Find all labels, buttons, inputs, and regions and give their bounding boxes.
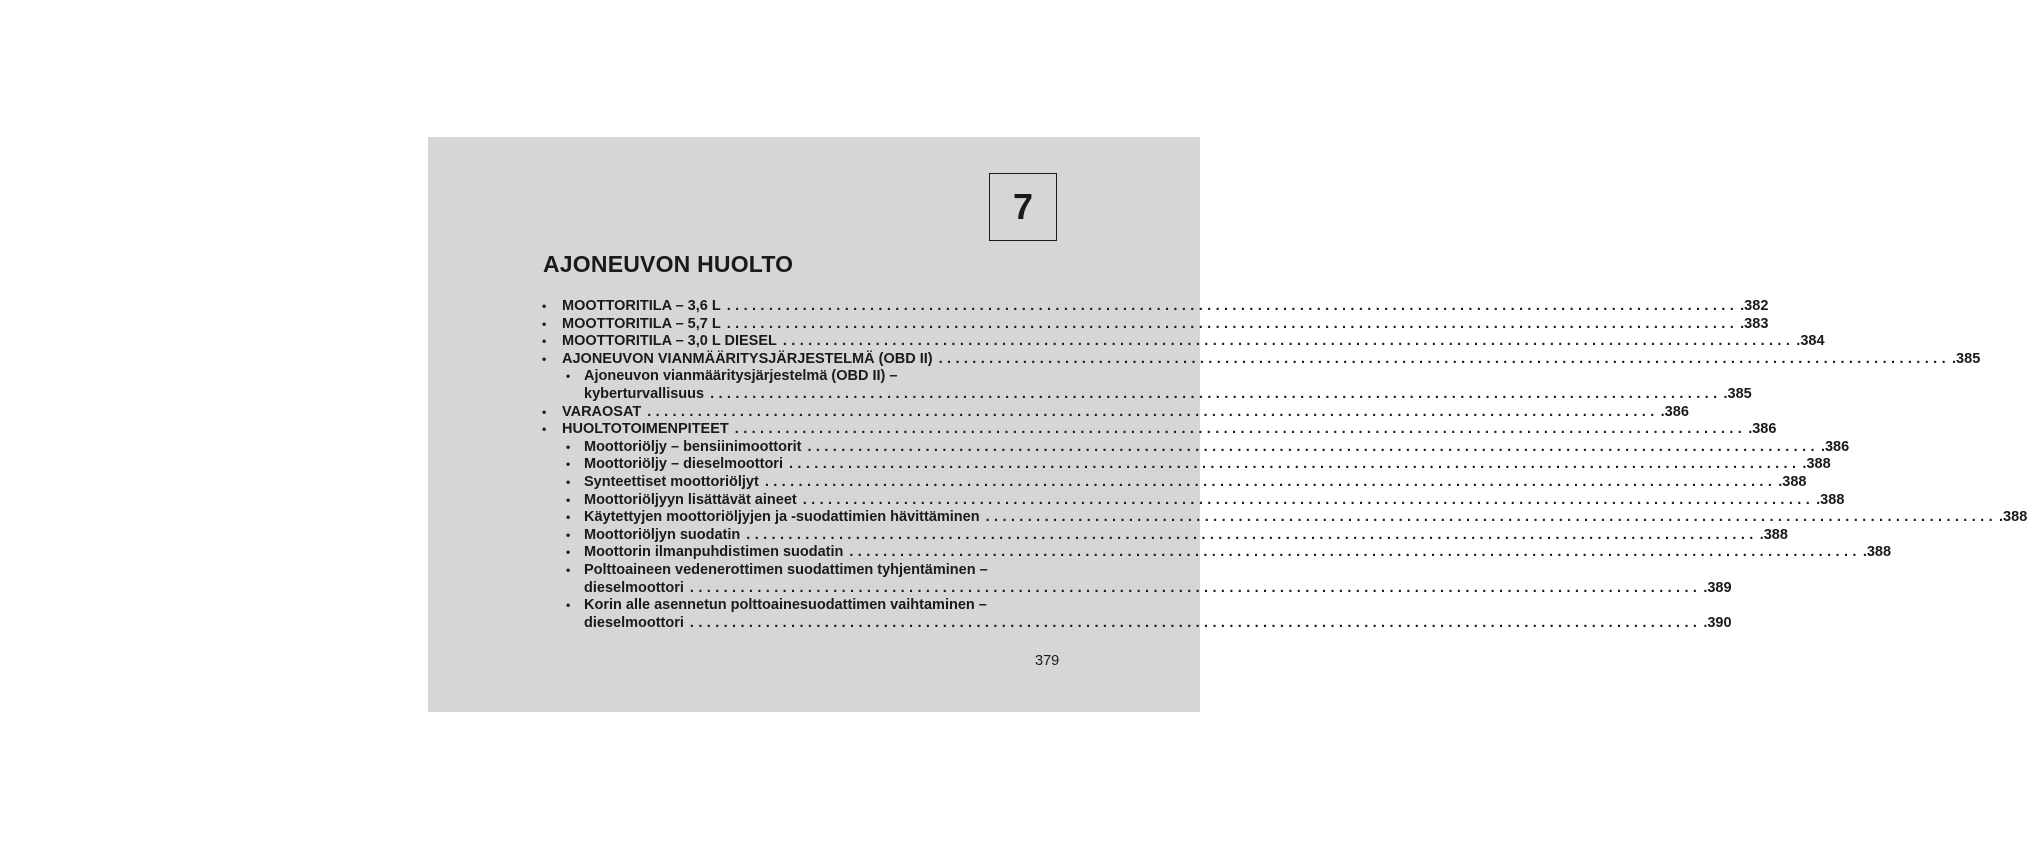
toc-entry-page: .384 bbox=[1796, 333, 1825, 350]
bullet-icon: • bbox=[566, 457, 571, 472]
chapter-title: AJONEUVON HUOLTO bbox=[543, 251, 794, 277]
toc-entry-page: .386 bbox=[1660, 403, 1689, 420]
toc-entry-page: .388 bbox=[1999, 509, 2027, 526]
toc-entry[interactable] bbox=[541, 526, 1788, 545]
toc-entry-text: dieselmoottori bbox=[584, 614, 684, 631]
toc-entry[interactable] bbox=[541, 509, 2027, 527]
toc-entry-text: Moottoriöljy – bensiinimoottorit bbox=[584, 438, 802, 455]
bullet-icon: • bbox=[566, 474, 571, 489]
toc-entry[interactable] bbox=[541, 421, 1777, 439]
toc-entry-continuation[interactable] bbox=[541, 385, 1752, 404]
bullet-icon: • bbox=[566, 492, 571, 507]
toc-entry-page: .388 bbox=[1802, 456, 1831, 473]
toc-entry-page: .388 bbox=[1862, 544, 1892, 561]
page-number: 379 bbox=[1035, 653, 1060, 669]
toc-entry-text: Moottorin ilmanpuhdistimen suodatin bbox=[584, 544, 844, 561]
dot-leader: ........................................................................................................................ bbox=[938, 350, 1951, 367]
bullet-icon: • bbox=[566, 527, 571, 542]
bullet-icon: • bbox=[566, 369, 571, 384]
dot-leader: ........................................................................................................................ bbox=[849, 544, 1861, 561]
toc-entry-page: .388 bbox=[1778, 473, 1807, 490]
toc-entry-text: Korin alle asennetun polttoainesuodattimen vaihtaminen – bbox=[584, 597, 987, 614]
toc-entry[interactable] bbox=[541, 562, 1060, 580]
bullet-icon: • bbox=[542, 334, 547, 349]
toc-entry-text: Moottoriöljyn suodatin bbox=[584, 526, 741, 543]
toc-entry[interactable] bbox=[541, 315, 1769, 334]
toc-entry-text: Moottoriöljyyn lisättävät aineet bbox=[584, 491, 797, 508]
toc-entry-text: dieselmoottori bbox=[584, 579, 684, 596]
chapter-number-box bbox=[989, 173, 1057, 241]
dot-leader: ........................................................................................................................ bbox=[726, 298, 1739, 314]
dot-leader: ........................................................................................................................ bbox=[689, 614, 1702, 631]
toc-entry[interactable] bbox=[541, 298, 1769, 316]
dot-leader: ........................................................................................................................ bbox=[734, 421, 1747, 438]
dot-leader: ........................................................................................................................ bbox=[726, 315, 1739, 332]
toc-entry-text: Synteettiset moottoriöljyt bbox=[584, 473, 759, 490]
toc-entry-text: AJONEUVON VIANMÄÄRITYSJÄRJESTELMÄ (OBD II) bbox=[562, 350, 933, 367]
toc-entry-page: .385 bbox=[1952, 350, 1981, 367]
toc-entry-page: .382 bbox=[1740, 298, 1769, 314]
bullet-icon: • bbox=[542, 351, 547, 366]
toc-entry[interactable] bbox=[541, 473, 1807, 492]
toc-entry-text: MOOTTORITILA – 3,6 L bbox=[562, 298, 721, 314]
dot-leader: ........................................................................................................................ bbox=[802, 491, 1815, 508]
toc-entry-page: .388 bbox=[1759, 526, 1788, 543]
toc-entry[interactable] bbox=[541, 597, 1060, 615]
toc-entry-text: Käytettyjen moottoriöljyjen ja -suodattimien hävittäminen bbox=[584, 509, 980, 526]
chapter-number: 7 bbox=[1012, 186, 1034, 227]
table-of-contents bbox=[541, 298, 2027, 632]
dot-leader: ........................................................................................................................ bbox=[710, 385, 1722, 402]
bullet-icon: • bbox=[566, 545, 571, 560]
bullet-icon: • bbox=[542, 404, 547, 419]
dot-leader: ........................................................................................................................ bbox=[746, 526, 1758, 543]
toc-entry[interactable] bbox=[541, 350, 1981, 369]
toc-entry-text: Ajoneuvon vianmääritysjärjestelmä (OBD II) – bbox=[584, 368, 898, 385]
toc-entry[interactable] bbox=[541, 333, 1825, 351]
toc-entry-page: .386 bbox=[1748, 421, 1777, 438]
toc-entry[interactable] bbox=[541, 491, 1845, 510]
dot-leader: ........................................................................................................................ bbox=[647, 403, 1659, 420]
toc-entry-page: .388 bbox=[1816, 491, 1845, 508]
dot-leader: ........................................................................................................................ bbox=[807, 438, 1819, 455]
toc-entry-page: .385 bbox=[1723, 385, 1752, 402]
bullet-icon: • bbox=[566, 562, 571, 577]
dot-leader: ........................................................................................................................ bbox=[985, 509, 1998, 526]
toc-entry-text: Moottoriöljy – dieselmoottori bbox=[584, 456, 783, 473]
toc-entry-text: Polttoaineen vedenerottimen suodattimen tyhjentäminen – bbox=[584, 561, 988, 578]
toc-entry-text: MOOTTORITILA – 3,0 L DIESEL bbox=[562, 333, 777, 350]
bullet-icon: • bbox=[542, 316, 547, 331]
toc-entry-continuation[interactable] bbox=[541, 614, 1732, 633]
bullet-icon: • bbox=[566, 598, 571, 613]
bullet-icon: • bbox=[542, 422, 547, 437]
toc-entry-text: kyberturvallisuus bbox=[584, 385, 705, 402]
toc-entry[interactable] bbox=[541, 438, 1850, 457]
toc-entry-text: MOOTTORITILA – 5,7 L bbox=[562, 315, 721, 332]
dot-leader: ........................................................................................................................ bbox=[689, 579, 1702, 596]
dot-leader: ........................................................................................................................ bbox=[782, 333, 1795, 350]
toc-entry-text: VARAOSAT bbox=[562, 403, 642, 420]
toc-entry-page: .386 bbox=[1820, 438, 1850, 455]
toc-entry[interactable] bbox=[541, 403, 1689, 422]
bullet-icon: • bbox=[566, 510, 571, 525]
dot-leader: ........................................................................................................................ bbox=[788, 456, 1801, 473]
toc-entry-page: .383 bbox=[1740, 315, 1769, 332]
manual-page bbox=[428, 137, 2027, 712]
toc-entry[interactable] bbox=[541, 544, 1892, 562]
toc-entry[interactable] bbox=[541, 368, 1060, 386]
toc-entry-page: .390 bbox=[1703, 614, 1732, 631]
toc-entry-continuation[interactable] bbox=[541, 579, 1732, 598]
toc-entry-page: .389 bbox=[1703, 579, 1732, 596]
bullet-icon: • bbox=[542, 299, 547, 313]
bullet-icon: • bbox=[566, 439, 571, 454]
toc-entry[interactable] bbox=[541, 456, 1831, 474]
toc-entry-text: HUOLTOTOIMENPITEET bbox=[562, 421, 729, 438]
dot-leader: ........................................................................................................................ bbox=[764, 473, 1777, 490]
